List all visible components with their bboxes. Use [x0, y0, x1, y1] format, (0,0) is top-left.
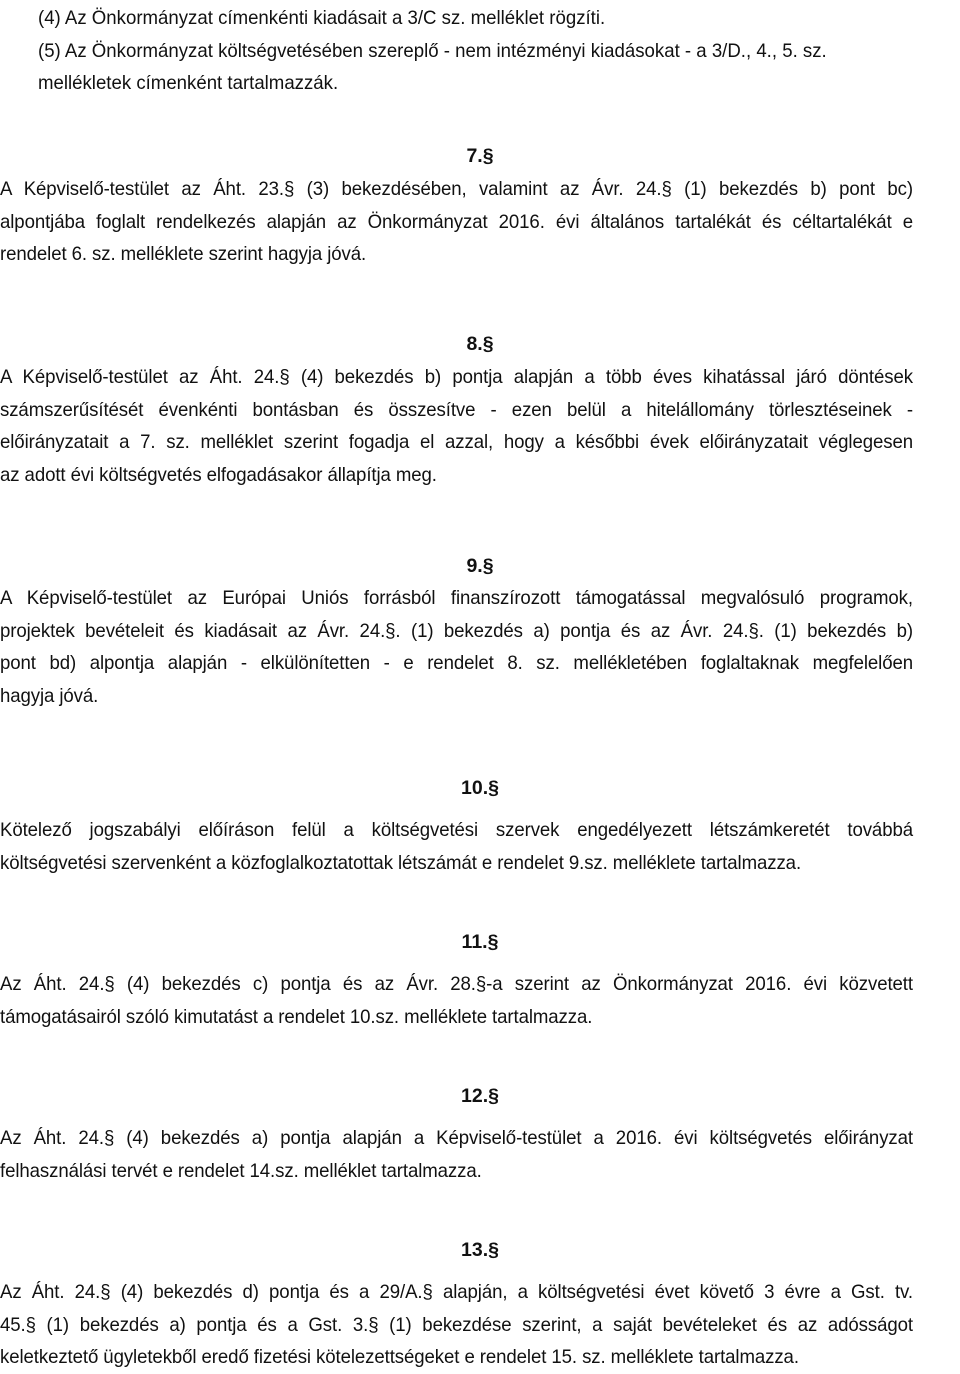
section-13-line-1: Az Áht. 24.§ (4) bekezdés d) pontja és a 29/A.§ alapján, a költségvetési évet követő 3 évre a Gst. tv.: [0, 1281, 913, 1303]
section-10-heading: 10.§: [461, 777, 499, 799]
section-13-line-3: keletkeztető ügyletekből eredő fizetési kötelezettségeket e rendelet 15. sz. melléklete tartalmazza.: [0, 1346, 799, 1368]
section-10-line-1: Kötelező jogszabályi előíráson felül a költségvetési szervek engedélyezett létszámkeretét továbbá: [0, 819, 913, 841]
section-7-line-2: alpontjába foglalt rendelkezés alapján az Önkormányzat 2016. évi általános tartalékát és céltartalékát e: [0, 210, 913, 233]
section-10-text: [0, 814, 913, 879]
section-7-heading: 7.§: [466, 145, 494, 167]
section-13-text: [0, 1276, 913, 1374]
section-13-heading: 13.§: [461, 1239, 499, 1261]
section-9-line-3: pont bd) alpontja alapján - elkülönítetten - e rendelet 8. sz. mellékletében foglaltaknak megfelelően: [0, 652, 913, 674]
section-9-line-4: hagyja jóvá.: [0, 684, 99, 707]
section-12-line-1: Az Áht. 24.§ (4) bekezdés a) pontja alapján a Képviselő-testület a 2016. évi költségvetés előirányzat: [0, 1127, 913, 1149]
section-13-line-2: 45.§ (1) bekezdés a) pontja és a Gst. 3.§ (1) bekezdése szerint, a saját bevételeket és az adósságot: [0, 1313, 913, 1336]
section-8-text: [0, 361, 913, 491]
section-8-line-3: előirányzatait a 7. sz. melléklet szerint fogadja el azzal, hogy a későbbi évek előirányzatait véglegesen: [0, 431, 913, 453]
section-12-text: [0, 1122, 913, 1187]
section-7-text: [0, 173, 913, 271]
section-11-heading: 11.§: [461, 931, 499, 953]
section-8-line-2: számszerűsítését évenkénti bontásban és összesítve - ezen belül a hitelállomány törlesztéseinek -: [0, 398, 913, 421]
section-9-heading: 9.§: [466, 555, 494, 577]
section-8-heading: 8.§: [466, 333, 494, 355]
section-8-line-1: A Képviselő-testület az Áht. 24.§ (4) bekezdés b) pontja alapján a több éves kihatással járó döntések: [0, 366, 913, 388]
section-12-line-2: felhasználási tervét e rendelet 14.sz. melléklet tartalmazza.: [0, 1159, 482, 1182]
paragraph-5-line-2: mellékletek címenként tartalmazzák.: [38, 72, 339, 94]
section-9-line-1: A Képviselő-testület az Európai Uniós forrásból finanszírozott támogatással megvalósuló programok,: [0, 587, 913, 609]
section-11-text: [0, 968, 913, 1033]
section-7-line-1: A Képviselő-testület az Áht. 23.§ (3) bekezdésében, valamint az Ávr. 24.§ (1) bekezdés b) pont bc): [0, 178, 913, 200]
section-11-line-2: támogatásairól szóló kimutatást a rendelet 10.sz. melléklete tartalmazza.: [0, 1005, 593, 1028]
paragraph-4: (4) Az Önkormányzat címenkénti kiadásait a 3/C sz. melléklet rögzíti.: [38, 7, 606, 29]
paragraph-5-line-1: (5) Az Önkormányzat költségvetésében szereplő - nem intézményi kiadásokat - a 3/D., 4., 5. sz.: [38, 40, 827, 62]
section-10-line-2: költségvetési szervenként a közfoglalkoztatottak létszámát e rendelet 9.sz. melléklete tartalmazza.: [0, 851, 802, 874]
section-12-heading: 12.§: [461, 1085, 499, 1107]
section-7-line-3: rendelet 6. sz. melléklete szerint hagyja jóvá.: [0, 243, 367, 265]
section-8-line-4: az adott évi költségvetés elfogadásakor állapítja meg.: [0, 463, 437, 486]
section-11-line-1: Az Áht. 24.§ (4) bekezdés c) pontja és az Ávr. 28.§-a szerint az Önkormányzat 2016. évi közvetett: [0, 973, 913, 995]
section-9-text: [0, 582, 913, 712]
section-9-line-2: projektek bevételeit és kiadásait az Ávr. 24.§. (1) bekezdés a) pontja és az Ávr. 24.§. (1) bekezdés b): [0, 619, 913, 642]
